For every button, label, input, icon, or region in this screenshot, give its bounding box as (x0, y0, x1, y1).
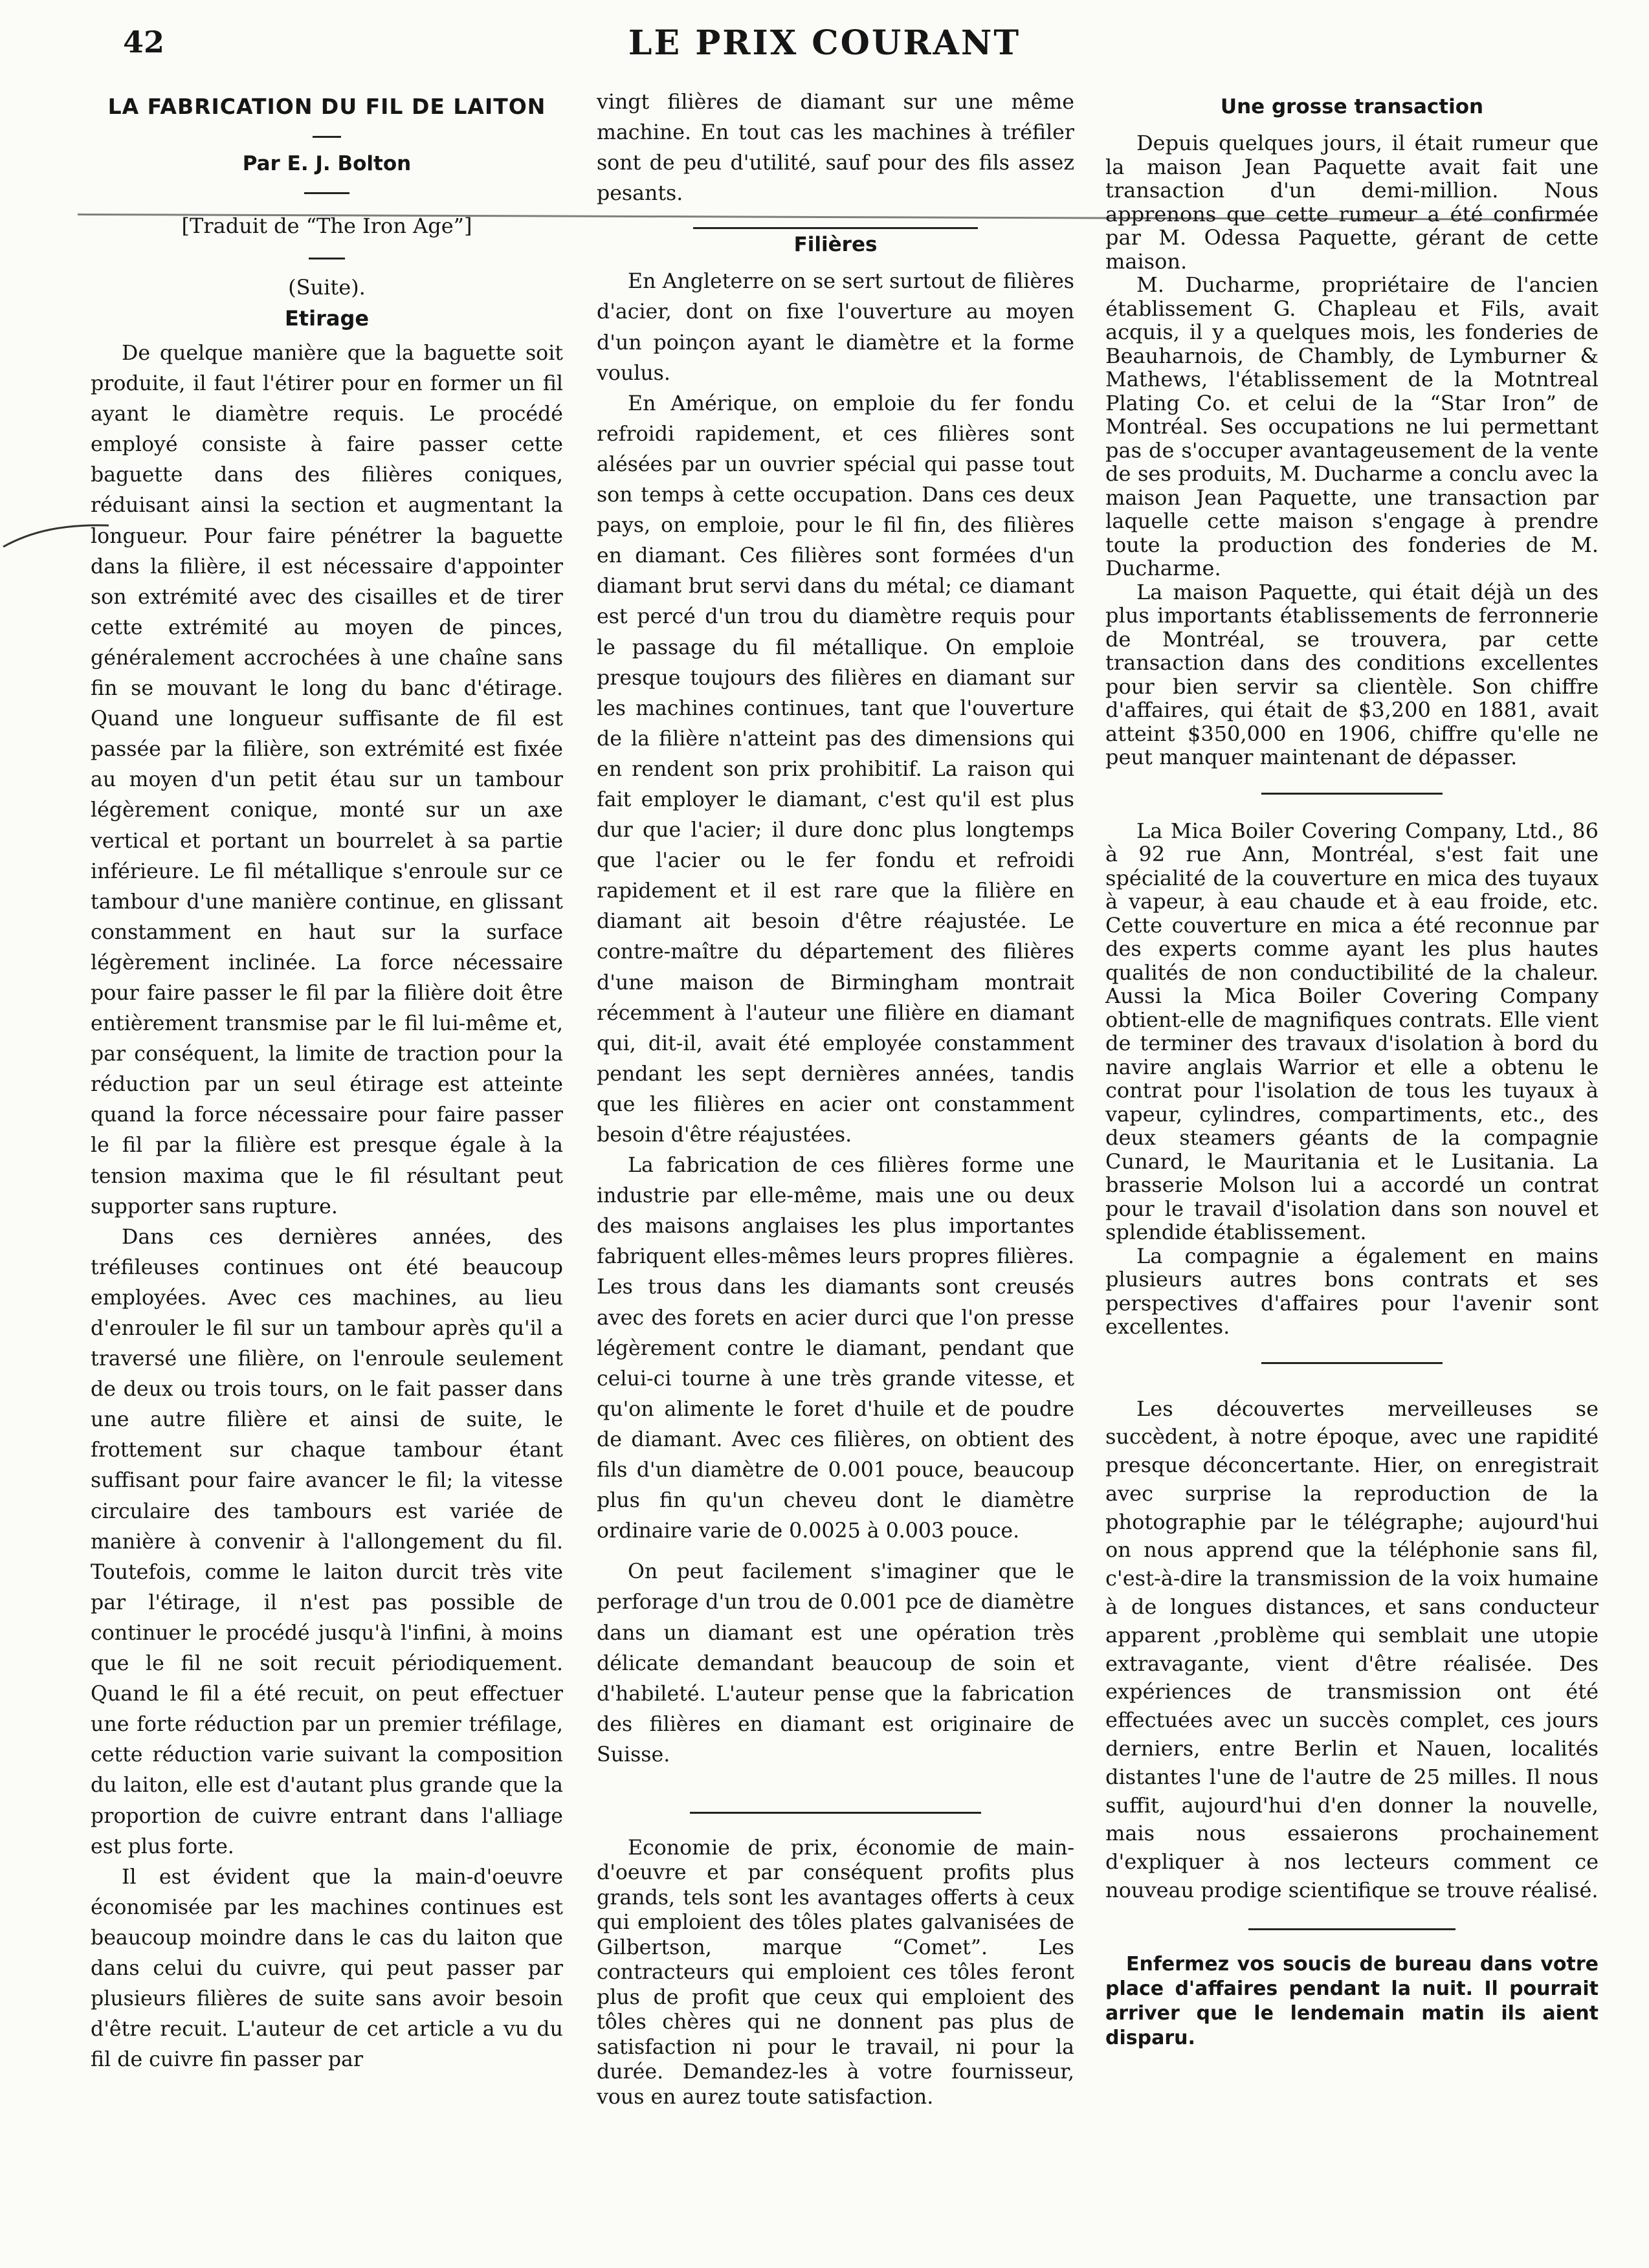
divider (1261, 793, 1443, 795)
continued-label: (Suite). (288, 275, 366, 300)
column-left (91, 87, 563, 2075)
divider (690, 1812, 981, 1814)
paragraph: En Amérique, on emploie du fer fondu refroidi rapidement, et ces filières sont alésées par un ouvrier spécial qui passe tout son temps à cette occupation. Dans ces deux pays, on emploie, pour le fil fin, des filières en diamant. Ces filières sont formées d'un diamant brut servi dans du métal; ce diamant est percé d'un trou du diamètre requis pour le passage du fil métallique. On emploie presque toujours des filières en diamant sur les machines continues, tant que l'ouverture de la filière n'atteint pas des dimensions qui en rendent son prix prohibitif. La raison qui fait employer le diamant, c'est qu'il est plus dur que l'acier; il dure donc plus longtemps que l'acier ou le fer fondu et refroidi rapidement et il est rare que la filière en diamant ait besoin d'être réajustée. Le contre-maître du département des filières d'une maison de Birmingham montrait récemment à l'auteur une filière en diamant qui, dit-il, avait été employée constamment pendant les sept dernières années, tandis que les filières en acier ont constamment besoin d'être réajustées. (597, 391, 1074, 1147)
paragraph: Depuis quelques jours, il était rumeur que la maison Jean Paquette avait fait une transaction d'un demi-million. Nous apprenons que cette rumeur a été confirmée par M. Odessa Paquette, gérant de cette maison. (1105, 131, 1599, 274)
divider (313, 136, 341, 138)
translation-note: [Traduit de “The Iron Age”] (181, 214, 472, 238)
column-right (1105, 87, 1599, 2051)
page-number: 42 (123, 25, 165, 60)
paragraph: Les découvertes merveilleuses se succèdent, à notre époque, avec une rapidité presque déconcertante. Hier, on enregistrait avec surprise la reproduction de la photographie par le télégraphe; aujourd'hui on nous apprend que la téléphonie sans fil, c'est-à-dire la transmission de la voix humaine à de longues distances, et sans conducteur apparent ,problème qui semblait une utopie extravagante, vient d'être réalisée. Des expériences de transmission ont été effectuées avec un succès complet, ces jours derniers, entre Berlin et Nauen, localités distantes l'une de l'autre de 25 milles. Il nous suffit, aujourd'hui d'en donner la nouvelle, mais nous essaierons prochainement d'expliquer à nos lecteurs comment ce nouveau prodige scientifique se trouve réalisé. (1105, 1396, 1599, 1903)
divider (693, 227, 978, 229)
paragraph: On peut facilement s'imaginer que le perforage d'un trou de 0.001 pce de diamètre dans un diamant est une opération très délicate demandant beaucoup de soin et d'habileté. L'auteur pense que la fabrication des filières en diamant est originaire de Suisse. (597, 1560, 1074, 1767)
column-middle (597, 87, 1074, 2109)
footer-note: Enfermez vos soucis de bureau dans votre place d'affaires pendant la nuit. Il pourrait arriver que le lendemain matin ils aient disparu. (1105, 1952, 1599, 2049)
paragraph: M. Ducharme, propriétaire de l'ancien établissement G. Chapleau et Fils, avait acquis, il y a quelques mois, les fonderies de Beauharnois, de Chambly, de Lymburner & Mathews, l'établissement de la Motntreal Plating Co. et celui de la “Star Iron” de Montréal. Ses occupations ne lui permettant pas de s'occuper avantageusement de la vente de ses produits, M. Ducharme a conclu avec la maison Jean Paquette, une transaction par laquelle cette maison s'engage à prendre toute la production des fonderies de M. Ducharme. (1105, 272, 1599, 580)
divider (309, 258, 345, 259)
divider (1248, 1928, 1455, 1930)
divider (1261, 1362, 1443, 1364)
paragraph: De quelque manière que la baguette soit produite, il faut l'étirer pour en former un fil ayant le diamètre requis. Le procédé employé consiste à faire passer cette baguette dans des filières coniques, réduisant ainsi la section et augmentant la longueur. Pour faire pénétrer la baguette dans la filière, il est nécessaire d'appointer son extrémité avec des cisailles et de tirer cette extrémité au moyen de pinces, généralement accrochées à une chaîne sans fin se mouvant le long du banc d'étirage. Quand une longueur suffisante de fil est passée par la filière, son extrémité est fixée au moyen d'un petit étau sur un tambour légèrement conique, monté sur un axe vertical et portant un bourrelet à sa partie inférieure. Le fil métallique s'enroule sur ce tambour d'une manière continue, en glissant constamment en haut sur la surface légèrement inclinée. La force nécessaire pour faire passer le fil par la filière doit être entièrement transmise par le fil lui-même et, par conséquent, la limite de traction pour la réduction par un seul étirage est atteinte quand la force nécessaire pour faire passer le fil par la filière est presque égale à la tension maxima que le fil résultant peut supporter sans rupture. (91, 342, 563, 1218)
section-heading-filieres: Filières (793, 233, 878, 257)
ad-paragraph: Economie de prix, économie de main-d'oeuvre et par conséquent profits plus grands, tels sont les avantages offerts à ceux qui emploient des tôles plates galvanisées de Gilbertson, marque “Comet”. Les contracteurs qui emploient ces tôles feront plus de profit que ceux qui emploient des tôles chères qui ne donnent pas plus de satisfaction ni pour le travail, ni pour la durée. Demandez-les à votre fournisseur, vous en aurez toute satisfaction. (597, 1836, 1074, 2109)
paragraph: La Mica Boiler Covering Company, Ltd., 86 à 92 rue Ann, Montréal, s'est fait une spécialité de la couverture en mica des tuyaux à vapeur, à eau chaude et à eau froide, etc. Cette couverture en mica a été reconnue par des experts comme ayant les plus hautes qualités de non conductibilité de la chaleur. Aussi la Mica Boiler Covering Company obtient-elle de magnifiques contrats. Elle vient de terminer des travaux d'isolation à bord du navire anglais Warrior et elle a obtenu le contrat pour l'isolation de tous les tuyaux à vapeur, cylindres, compartiments, etc., des deux steamers géants de la compagnie Cunard, le Mauritania et le Lusitania. La brasserie Molson lui a accordé un contrat pour le travail d'isolation dans son nouvel et splendide établissement. (1105, 818, 1599, 1244)
paragraph: En Angleterre on se sert surtout de filières d'acier, dont on fixe l'ouverture au moyen d'un poinçon ayant le diamètre et la forme voulus. (597, 270, 1074, 385)
paragraph: La maison Paquette, qui était déjà un des plus importants établissements de ferronnerie de Montréal, se trouvera, par cette transaction dans des conditions excellentes pour bien servir sa clientèle. Son chiffre d'affaires, qui était de $3,200 en 1881, avait atteint $350,000 en 1906, chiffre qu'elle ne peut manquer maintenant de dépasser. (1105, 579, 1599, 769)
paragraph: La compagnie a également en mains plusieurs autres bons contrats et ses perspectives d'affaires pour l'avenir sont excellentes. (1105, 1243, 1599, 1339)
divider (304, 192, 349, 194)
article-title: LA FABRICATION DU FIL DE LAITON (107, 94, 546, 119)
section-heading-etirage: Etirage (284, 306, 370, 331)
paragraph: vingt filières de diamant sur une même machine. En tout cas les machines à tréfiler sont de peu d'utilité, sauf pour des fils assez pesants. (597, 91, 1074, 206)
article-title-transaction: Une grosse transaction (1220, 95, 1484, 118)
article-author: Par E. J. Bolton (242, 152, 412, 175)
paragraph: Il est évident que la main-d'oeuvre économisée par les machines continues est beaucoup moindre dans le cas du laiton que dans celui du cuivre, qui peut passer par plusieurs filières de suite sans avoir besoin d'être recuit. L'auteur de cet article a vu du fil de cuivre fin passer par (91, 1865, 563, 2072)
journal-title: LE PRIX COURANT (628, 23, 1021, 63)
paragraph: Dans ces dernières années, des tréfileuses continues ont été beaucoup employées. Avec ces machines, au lieu d'enrouler le fil sur un tambour après qu'il a traversé une filière, on l'enroule seulement de deux ou trois tours, on le fait passer dans une autre filière et ainsi de suite, le frottement sur chaque tambour étant suffisant pour faire avancer le fil; la vitesse circulaire des tambours est variée de manière à convenir à l'allongement du fil. Toutefois, comme le laiton durcit très vite par l'étirage, il n'est pas possible de continuer le procédé jusqu'à l'infini, à moins que le fil ne soit recuit périodiquement. Quand le fil a été recuit, on peut effectuer une forte réduction par un premier tréfilage, cette réduction varie suivant la composition du laiton, elle est d'autant plus grande que la proportion de cuivre entrant dans l'alliage est plus forte. (91, 1225, 563, 1858)
paragraph: La fabrication de ces filières forme une industrie par elle-même, mais une ou deux des maisons anglaises les plus importantes fabriquent elles-mêmes leurs propres filières. Les trous dans les diamants sont creusés avec des forets en acier durci que l'on presse légèrement contre le diamant, pendant que celui-ci tourne à une très grande vitesse, et qu'on alimente le foret d'huile et de poudre de diamant. Avec ces filières, on obtient des fils d'un diamètre de 0.001 pouce, beaucoup plus fin qu'un cheveu dont le diamètre ordinaire varie de 0.0025 à 0.003 pouce. (597, 1154, 1074, 1543)
